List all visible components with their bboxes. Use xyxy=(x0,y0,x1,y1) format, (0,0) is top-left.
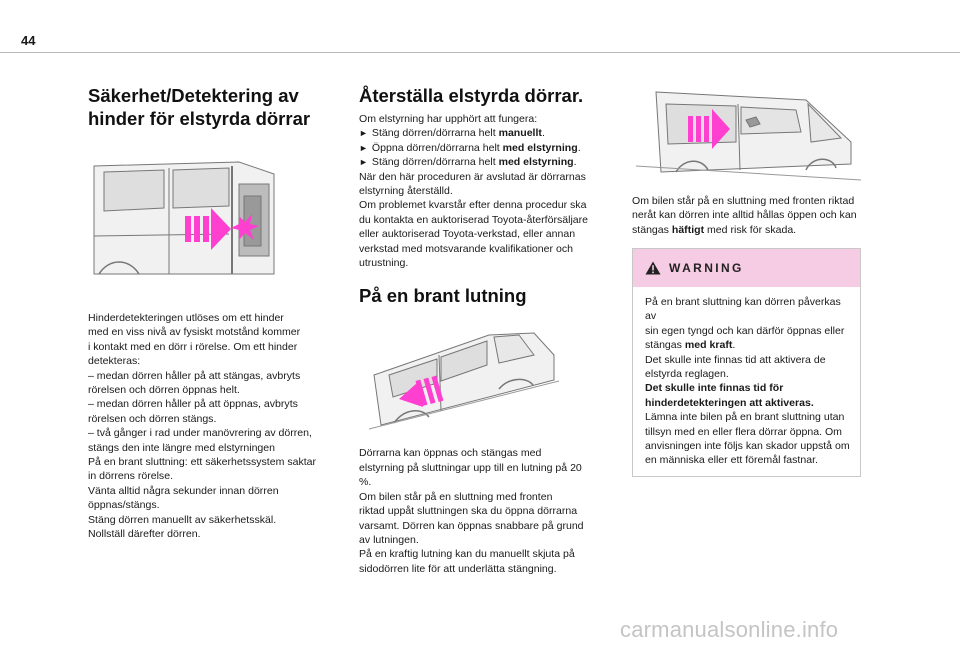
text-line: stängs den inte längre med elstyrningen xyxy=(88,441,276,454)
text-line: eller auktoriserad Toyota-verkstad, eller annan xyxy=(359,228,576,241)
text-line: riktad uppåt sluttningen ska du öppna dörrarna xyxy=(359,505,578,518)
text-line: När den här proceduren är avslutad är dörrarnas xyxy=(359,170,586,183)
text-line: tillsyn med en eller flera dörrar öppna. Om xyxy=(645,425,842,438)
text-line: stängas xyxy=(645,339,685,352)
text-line: Om elstyrning har upphört att fungera: xyxy=(359,113,538,125)
text-line: öppnas/stängs. xyxy=(88,499,160,512)
steep-slope-text xyxy=(359,446,617,576)
text-line: elstyrda reglagen. xyxy=(645,368,729,381)
door-sensor-illustration xyxy=(89,156,279,281)
van-slope-down-illustration xyxy=(636,82,861,182)
title-line-1: Säkerhet/Detektering av xyxy=(88,85,299,106)
text-line: elstyrning återställd. xyxy=(359,185,453,198)
page-number: 44 xyxy=(21,33,36,48)
warning-title: WARNING xyxy=(669,261,744,275)
text-line: – medan dörren håller på att öppnas, avbryts xyxy=(88,398,298,411)
warning-box xyxy=(632,248,861,477)
text-line: . xyxy=(732,339,736,352)
column-reset-doors xyxy=(359,84,617,576)
header-divider xyxy=(0,52,960,53)
text-line: Det skulle inte finnas tid att aktivera de xyxy=(645,353,826,366)
step-period: . xyxy=(541,127,545,140)
text-line: – medan dörren håller på att stängas, avbryts xyxy=(88,369,301,382)
step-emphasis: med elstyrning xyxy=(502,141,578,154)
text-line: %. xyxy=(359,476,372,489)
text-line: Om problemet kvarstår efter denna procedur ska xyxy=(359,199,587,212)
text-line: sin egen tyngd och kan därför öppnas eller xyxy=(645,324,845,337)
bullet-triangle-icon: ► xyxy=(359,128,368,139)
step-period: . xyxy=(577,141,581,154)
text-line: varsamt. Dörren kan öppnas snabbare på grund xyxy=(359,519,584,532)
text-line: verkstad med motsvarande kvalifikationer och xyxy=(359,242,573,255)
step-emphasis: manuellt xyxy=(498,127,542,140)
text-line: detekteras: xyxy=(88,355,141,368)
title-line-2: hinder för elstyrda dörrar xyxy=(88,108,311,129)
text-line: – två gånger i rad under manövrering av dörren, xyxy=(88,427,312,440)
text-line: Om bilen står på en sluttning med fronten riktad xyxy=(632,195,855,207)
bullet-triangle-icon: ► xyxy=(359,157,368,168)
text-line: På en brant sluttning: ett säkerhetssystem saktar xyxy=(88,456,317,469)
text-line: Nollställ därefter dörren. xyxy=(88,528,201,541)
section-title-obstacle-detection xyxy=(88,84,343,130)
text-line: av lutningen. xyxy=(359,533,419,546)
text-line: anvisningen inte följs kan skador uppstå om xyxy=(645,440,850,453)
warning-text xyxy=(633,287,860,476)
text-line: Lämna inte bilen på en brant sluttning utan xyxy=(645,411,845,424)
warning-header xyxy=(633,249,860,287)
column-obstacle-detection xyxy=(88,84,343,542)
text-line: Hinderdetekteringen utlöses om ett hinder xyxy=(88,312,284,324)
step-text: Öppna dörren/dörrarna helt xyxy=(371,141,503,154)
warning-triangle-icon xyxy=(645,261,661,275)
text-line: utrustning. xyxy=(359,257,409,270)
bullet-triangle-icon: ► xyxy=(359,142,368,153)
text-line: rörelsen och dörren stängs. xyxy=(88,412,217,425)
text-line: med en viss nivå av fysiskt motstånd kommer xyxy=(88,326,301,339)
reset-doors-text xyxy=(359,112,617,270)
text-line: sidodörren lite för att underlätta stängning. xyxy=(359,562,557,575)
step-emphasis: med elstyrning xyxy=(498,156,574,169)
text-line: stängas xyxy=(632,223,672,236)
section-title-steep-slope: På en brant lutning xyxy=(359,285,527,307)
text-line: Om bilen står på en sluttning med fronten xyxy=(359,490,553,503)
step-text: Stäng dörren/dörrarna helt xyxy=(371,127,499,140)
step-text: Stäng dörren/dörrarna helt xyxy=(371,156,499,169)
text-line: elstyrning på sluttningar upp till en lutning på 20 xyxy=(359,461,582,474)
text-emphasis: med kraft xyxy=(684,339,733,352)
text-line: i kontakt med en dörr i rörelse. Om ett hinder xyxy=(88,340,298,353)
slope-down-text xyxy=(632,194,890,237)
step-period: . xyxy=(573,156,577,169)
text-line: du kontakta en auktoriserad Toyota-återförsäljare xyxy=(359,213,589,226)
text-line: På en brant sluttning kan dörren påverkas av xyxy=(645,296,841,323)
column-slope-down xyxy=(632,82,890,237)
text-line: rörelsen och dörren öppnas helt. xyxy=(88,384,240,397)
obstacle-detection-text xyxy=(88,311,343,542)
text-line: På en kraftig lutning kan du manuellt skjuta på xyxy=(359,548,575,561)
text-line: Stäng dörren manuellt av säkerhetsskäl. xyxy=(88,513,277,526)
text-emphasis: hinderdetekteringen att aktiveras. xyxy=(645,396,814,409)
text-line: in dörrens rörelse. xyxy=(88,470,173,483)
van-slope-up-illustration xyxy=(369,325,559,430)
text-line: Vänta alltid några sekunder innan dörren xyxy=(88,484,279,497)
text-emphasis: häftigt xyxy=(671,223,705,236)
section-title-reset-doors: Återställa elstyrda dörrar. xyxy=(359,85,584,106)
text-line: en människa eller ett föremål fastnar. xyxy=(645,454,818,467)
text-line: neråt kan dörren inte alltid hållas öppen och kan xyxy=(632,209,857,222)
watermark: carmanualsonline.info xyxy=(620,617,839,642)
text-emphasis: Det skulle inte finnas tid för xyxy=(645,382,784,395)
text-line: Dörrarna kan öppnas och stängas med xyxy=(359,447,542,460)
text-line: med risk för skada. xyxy=(704,223,797,236)
